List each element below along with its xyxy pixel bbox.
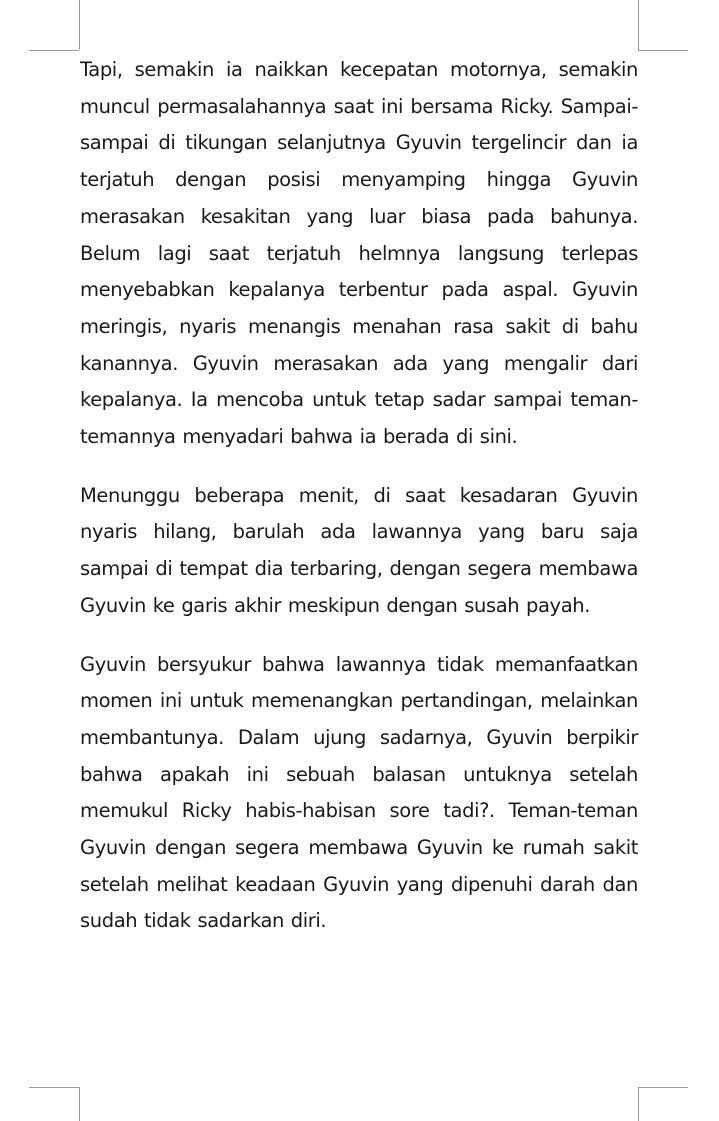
crop-mark-top-left-horizontal: [29, 50, 79, 51]
crop-mark-bottom-right-vertical: [638, 1087, 639, 1121]
paragraph-2: Menunggu beberapa menit, di saat kesadaran Gyuvin nyaris hilang, barulah ada lawannya yang baru saja sampai di tempat dia terbaring, dengan segera membawa Gyuvin ke garis akhir meskipun dengan susah payah.: [80, 483, 638, 617]
paragraph-1: Tapi, semakin ia naikkan kecepatan motornya, semakin muncul permasalahannya saat ini bersama Ricky. Sampai-sampai di tikungan selanjutnya Gyuvin tergelincir dan ia terjatuh dengan posisi menyamping hingga Gyuvin merasakan kesakitan yang luar biasa pada bahunya. Belum lagi saat terjatuh helmnya langsung terlepas menyebabkan kepalanya terbentur pada aspal. Gyuvin meringis, nyaris menangis menahan rasa sakit di bahu kanannya. Gyuvin merasakan ada yang mengalir dari kepalanya. Ia mencoba untuk tetap sadar sampai teman-temannya menyadari bahwa ia berada di sini.: [80, 58, 638, 449]
crop-mark-top-right-horizontal: [638, 50, 688, 51]
crop-mark-bottom-left-horizontal: [29, 1087, 79, 1088]
crop-mark-bottom-left-vertical: [79, 1087, 80, 1121]
crop-mark-bottom-right-horizontal: [638, 1087, 688, 1088]
crop-mark-top-left-vertical: [79, 0, 80, 50]
page-body-text: [80, 52, 638, 940]
crop-mark-top-right-vertical: [638, 0, 639, 50]
paragraph-3: Gyuvin bersyukur bahwa lawannya tidak memanfaatkan momen ini untuk memenangkan pertandingan, melainkan membantunya. Dalam ujung sadarnya, Gyuvin berpikir bahwa apakah ini sebuah balasan untuknya setelah memukul Ricky habis-habisan sore tadi?. Teman-teman Gyuvin dengan segera membawa Gyuvin ke rumah sakit setelah melihat keadaan Gyuvin yang dipenuhi darah dan sudah tidak sadarkan diri.: [80, 652, 638, 933]
